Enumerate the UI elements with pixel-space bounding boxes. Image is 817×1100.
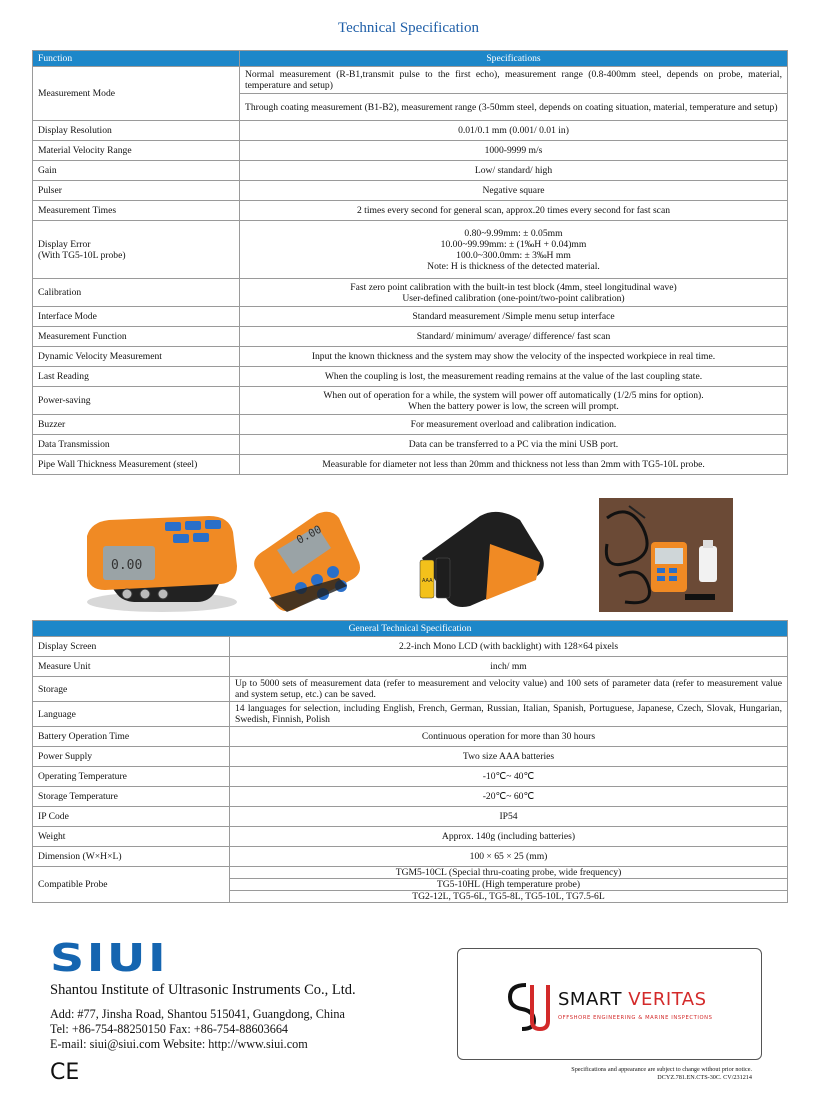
row-value: Continuous operation for more than 30 hours	[230, 727, 788, 747]
table-row	[33, 387, 788, 415]
row-label: Pipe Wall Thickness Measurement (steel)	[33, 455, 240, 475]
partner-name-smart: SMART	[558, 989, 622, 1010]
power-saving-line-1: When out of operation for a while, the system will power off automatically (1/2/5 mins for option).	[323, 389, 704, 401]
row-value: 2.2-inch Mono LCD (with backlight) with 128×64 pixels	[230, 637, 788, 657]
table-row	[33, 455, 788, 475]
table-row	[33, 787, 788, 807]
smart-veritas-logo-icon	[506, 981, 550, 1031]
table-row	[33, 141, 788, 161]
table-row	[33, 221, 788, 279]
row-value: 14 languages for selection, including English, French, German, Russian, Italian, Spanish, Portuguese, Japanese, Czech, Slovak, Hungarian, Swedish, Finnish, Polish	[230, 702, 788, 727]
address-line: Add: #77, Jinsha Road, Shantou 515041, Guangdong, China	[50, 1007, 345, 1021]
row-value: 100 × 65 × 25 (mm)	[230, 847, 788, 867]
row-value: Low/ standard/ high	[240, 161, 788, 181]
table-row	[33, 727, 788, 747]
row-value: -20℃~ 60℃	[230, 787, 788, 807]
table-row	[33, 279, 788, 307]
row-value: Through coating measurement (B1-B2), measurement range (3-50mm steel, depends on coating situation, material, temperature and setup)	[240, 94, 788, 121]
row-value: Negative square	[240, 181, 788, 201]
row-value: When the coupling is lost, the measurement reading remains at the value of the last coupling state.	[240, 367, 788, 387]
calibration-line-1: Fast zero point calibration with the built-in test block (4mm, steel longitudinal wave)	[350, 281, 677, 293]
table-row	[33, 807, 788, 827]
phone-line: Tel: +86-754-88250150 Fax: +86-754-88603664	[50, 1022, 289, 1036]
row-value: Up to 5000 sets of measurement data (refer to measurement and velocity value) and 100 sets of parameter data (refer to measurement value and system setup, etc.) can be saved.	[230, 677, 788, 702]
product-photos	[32, 498, 788, 616]
company-footer	[50, 938, 356, 1085]
row-label: Data Transmission	[33, 435, 240, 455]
row-value: Input the known thickness and the system may show the velocity of the inspected workpiece in real time.	[240, 347, 788, 367]
row-label: Language	[33, 702, 230, 727]
row-value	[240, 387, 788, 415]
row-value: For measurement overload and calibration indication.	[240, 415, 788, 435]
row-label: Display Screen	[33, 637, 230, 657]
row-label: Measurement Mode	[33, 67, 240, 121]
display-error-sublabel: (With TG5-10L probe)	[38, 249, 126, 261]
table-row	[33, 201, 788, 221]
row-value: inch/ mm	[230, 657, 788, 677]
display-error-label: Display Error	[38, 238, 91, 250]
table-row	[33, 161, 788, 181]
row-value: -10℃~ 40℃	[230, 767, 788, 787]
kit-photo	[599, 498, 733, 612]
table-row	[33, 435, 788, 455]
calibration-line-2: User-defined calibration (one-point/two-point calibration)	[402, 292, 625, 304]
row-label: Battery Operation Time	[33, 727, 230, 747]
row-label: Operating Temperature	[33, 767, 230, 787]
battery-photo	[410, 500, 550, 610]
row-value: Normal measurement (R-B1,transmit pulse to the first echo), measurement range (0.8-400mm steel, depends on probe, material, temperature and setup)	[240, 67, 788, 94]
gauge-screen-text: 0.00	[294, 522, 324, 547]
display-error-line-3: 100.0~300.0mm: ± 3‰H mm	[456, 249, 571, 261]
row-label: IP Code	[33, 807, 230, 827]
table-row	[33, 847, 788, 867]
disclaimer-text: Specifications and appearance are subject to change without prior notice.	[571, 1066, 752, 1073]
gauge-photo-2	[247, 502, 367, 614]
row-label: Gain	[33, 161, 240, 181]
display-error-line-2: 10.00~99.99mm: ± (1‰H + 0.04)mm	[440, 238, 587, 250]
row-value: Measurable for diameter not less than 20mm and thickness not less than 2mm with TG5-10L probe.	[240, 455, 788, 475]
row-label: Measurement Times	[33, 201, 240, 221]
battery-label: AAA	[422, 578, 433, 584]
table-row	[33, 747, 788, 767]
table-row	[33, 827, 788, 847]
row-label: Last Reading	[33, 367, 240, 387]
row-label: Buzzer	[33, 415, 240, 435]
table-header-row	[33, 621, 788, 637]
spec-table	[32, 50, 788, 475]
table-row	[33, 121, 788, 141]
gauge-photo-1	[77, 506, 247, 612]
table-row	[33, 307, 788, 327]
row-label: Storage Temperature	[33, 787, 230, 807]
power-saving-line-2: When the battery power is low, the screen will prompt.	[408, 400, 619, 412]
siui-logo: SIUI	[50, 936, 169, 980]
table-row	[33, 637, 788, 657]
ce-mark: CE	[50, 1060, 80, 1085]
partner-name-veritas: VERITAS	[628, 989, 707, 1010]
row-label: Display Resolution	[33, 121, 240, 141]
display-error-note: Note: H is thickness of the detected material.	[427, 260, 600, 272]
document-code: DCYZ.781.EN.CTS-30C. CV/231214	[657, 1074, 752, 1081]
table-row	[33, 327, 788, 347]
company-address	[50, 1007, 356, 1052]
table-row	[33, 867, 788, 879]
table-row	[33, 181, 788, 201]
gauge-screen-text: 0.00	[111, 558, 143, 573]
table-row	[33, 677, 788, 702]
company-name: Shantou Institute of Ultrasonic Instruments Co., Ltd.	[50, 982, 356, 998]
row-label: Power-saving	[33, 387, 240, 415]
table-header-row	[33, 51, 788, 67]
header-function: Function	[33, 51, 240, 67]
page-title: Technical Specification	[338, 20, 479, 36]
table-row	[33, 702, 788, 727]
partner-tagline: OFFSHORE ENGINEERING & MARINE INSPECTIONS	[558, 1015, 713, 1021]
row-label: Calibration	[33, 279, 240, 307]
row-value: TG2-12L, TG5-6L, TG5-8L, TG5-10L, TG7.5-6L	[230, 891, 788, 903]
display-error-line-1: 0.80~9.99mm: ± 0.05mm	[464, 227, 563, 239]
row-value: Approx. 140g (including batteries)	[230, 827, 788, 847]
general-spec-table	[32, 620, 788, 903]
row-label: Weight	[33, 827, 230, 847]
disclaimer	[440, 1066, 752, 1082]
row-label	[33, 221, 240, 279]
row-label: Compatible Probe	[33, 867, 230, 903]
row-label: Interface Mode	[33, 307, 240, 327]
table-row	[33, 415, 788, 435]
row-value	[240, 221, 788, 279]
row-value: Standard/ minimum/ average/ difference/ fast scan	[240, 327, 788, 347]
row-label: Measurement Function	[33, 327, 240, 347]
row-value: 0.01/0.1 mm (0.001/ 0.01 in)	[240, 121, 788, 141]
row-value: 1000-9999 m/s	[240, 141, 788, 161]
row-label: Measure Unit	[33, 657, 230, 677]
row-value: Data can be transferred to a PC via the mini USB port.	[240, 435, 788, 455]
table-row	[33, 767, 788, 787]
row-value	[240, 279, 788, 307]
table-row	[33, 67, 788, 94]
row-label: Storage	[33, 677, 230, 702]
partner-logo-box	[457, 948, 762, 1060]
row-label: Pulser	[33, 181, 240, 201]
row-label: Dynamic Velocity Measurement	[33, 347, 240, 367]
email-line: E-mail: siui@siui.com Website: http://www.siui.com	[50, 1037, 308, 1051]
partner-name	[558, 989, 707, 1010]
row-label: Material Velocity Range	[33, 141, 240, 161]
row-value: IP54	[230, 807, 788, 827]
row-value: TG5-10HL (High temperature probe)	[230, 879, 788, 891]
row-label: Dimension (W×H×L)	[33, 847, 230, 867]
row-label: Power Supply	[33, 747, 230, 767]
row-value: 2 times every second for general scan, approx.20 times every second for fast scan	[240, 201, 788, 221]
row-value: Standard measurement /Simple menu setup interface	[240, 307, 788, 327]
table-row	[33, 347, 788, 367]
header-specifications: Specifications	[240, 51, 788, 67]
table-row	[33, 367, 788, 387]
header-general: General Technical Specification	[33, 621, 788, 637]
table-row	[33, 657, 788, 677]
row-value: Two size AAA batteries	[230, 747, 788, 767]
row-value: TGM5-10CL (Special thru-coating probe, wide frequency)	[230, 867, 788, 879]
